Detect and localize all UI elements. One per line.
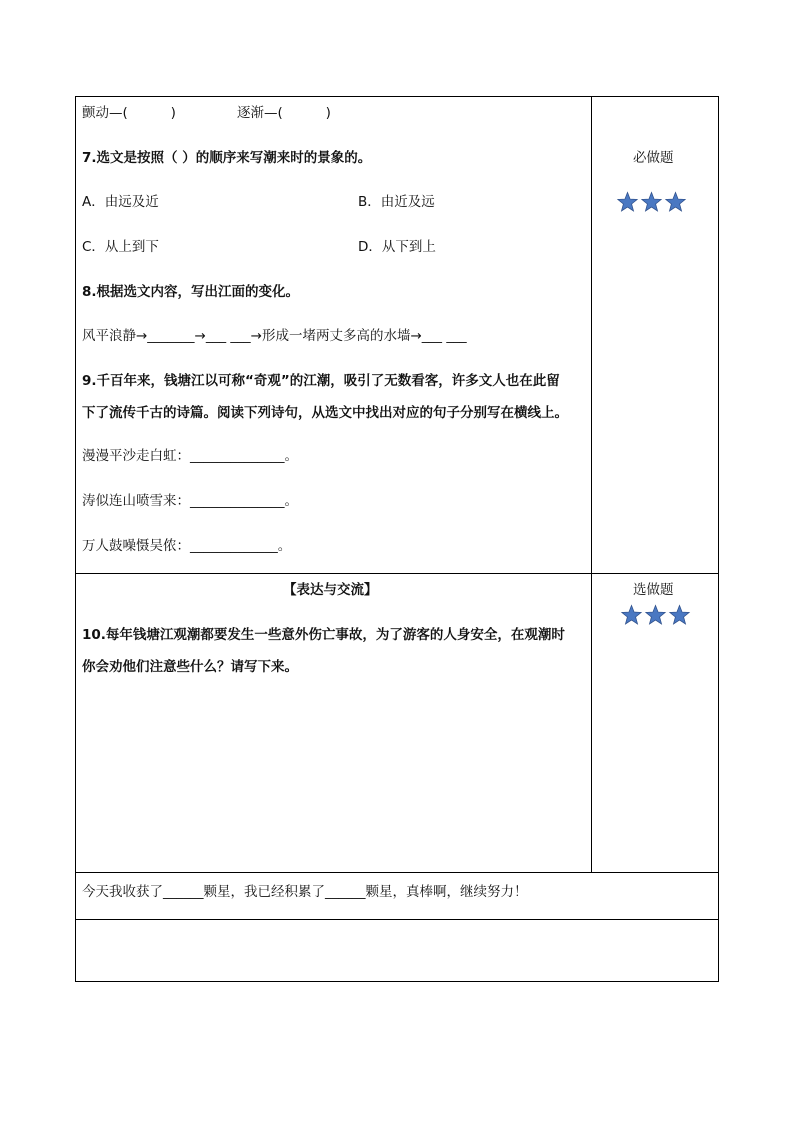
star-icon (664, 191, 687, 213)
star-summary: 今天我收获了______颗星，我已经积累了______颗星，真棒啊，继续努力！ (82, 884, 528, 900)
star-icon (640, 191, 663, 213)
q9-stem-line2: 下了流传千古的诗篇。阅读下列诗句，从选文中找出对应的句子分别写在横线上。 (82, 405, 568, 421)
q7-option-b: B．由近及远 (358, 194, 435, 210)
notes-row[interactable] (76, 920, 718, 981)
q8-stem: 8.根据选文内容，写出江面的变化。 (82, 284, 300, 300)
q7-option-a: A．由远及近 (82, 194, 159, 210)
optional-label: 选做题 (633, 582, 674, 598)
q7-option-c: C．从上到下 (82, 239, 159, 255)
row-divider (75, 573, 719, 574)
q10-line2: 你会劝他们注意些什么？请写下来。 (82, 659, 298, 675)
star-icon (620, 604, 643, 626)
q8-chain: 风平浪静→_______→___ ___→形成一堵两丈多高的水墙→___ ___ (82, 328, 467, 344)
star-icon (616, 191, 639, 213)
q9-poem-1: 漫漫平沙走白虹：______________。 (82, 448, 298, 464)
q10-line1: 10.每年钱塘江观潮都要发生一些意外伤亡事故，为了游客的人身安全，在观潮时 (82, 627, 565, 643)
q7-stem: 7.选文是按照（ ）的顺序来写潮来时的景象的。 (82, 150, 372, 166)
q9-stem-line1: 9.千百年来，钱塘江以可称“奇观”的江潮，吸引了无数看客，许多文人也在此留 (82, 373, 560, 389)
required-label: 必做题 (633, 150, 674, 166)
expression-heading: 【表达与交流】 (283, 582, 378, 598)
q10-answer-area[interactable] (80, 685, 585, 865)
column-divider (591, 96, 592, 872)
star-icon (668, 604, 691, 626)
q6-word-right: 逐渐—( ) (237, 105, 331, 121)
q9-poem-3: 万人鼓噪慑吴侬：_____________。 (82, 538, 292, 554)
row-divider (75, 872, 719, 873)
star-icon (644, 604, 667, 626)
q6-word-left: 颤动—( ) (82, 105, 176, 121)
q7-option-d: D．从下到上 (358, 239, 436, 255)
q9-poem-2: 涛似连山喷雪来：______________。 (82, 493, 298, 509)
